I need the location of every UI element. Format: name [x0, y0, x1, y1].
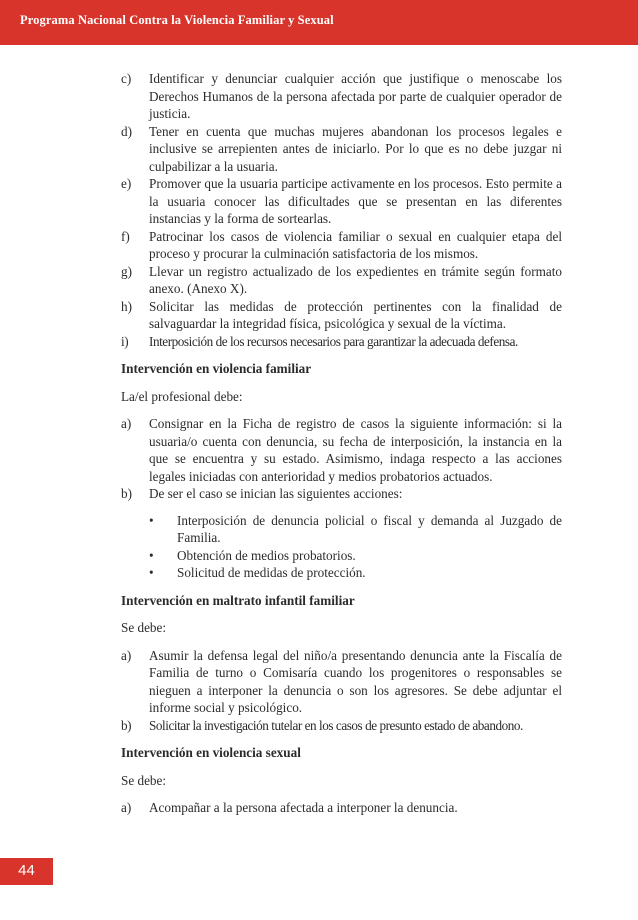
list-continued [121, 70, 562, 350]
item-marker: a) [121, 416, 132, 431]
list-item [121, 333, 562, 351]
bullet-item [121, 564, 562, 582]
bullet-item [121, 547, 562, 565]
page-header-bar [0, 0, 638, 45]
list-item [121, 123, 562, 176]
section-intro: La/el profesional debe: [121, 388, 243, 404]
item-text: Asumir la defensa legal del niño/a presentando denuncia ante la Fiscalía de Familia de turno o Comisaría cuando los progenitores o responsables se nieguen a interponer la denuncia o son los agresores. Se debe adjuntar el informe social y psicológico. [149, 647, 562, 715]
item-marker: b) [121, 717, 132, 733]
item-marker: d) [121, 123, 132, 139]
section-heading: Intervención en maltrato infantil familiar [121, 592, 355, 608]
item-text: Promover que la usuaria participe activamente en los procesos. Esto permite a la usuaria conocer las dificultades que se presentan en las diferentes instancias y la forma de sortearlas. [149, 176, 562, 226]
list-item [121, 415, 562, 485]
item-marker: a) [121, 800, 132, 815]
bullet-text: Solicitud de medidas de protección. [177, 565, 366, 580]
item-text: Identificar y denunciar cualquier acción que justifique o menoscabe los Derechos Humanos de la persona afectada por parte de cualquier operador de justicia. [149, 71, 562, 121]
bullet-marker: • [149, 565, 154, 580]
item-marker: f) [121, 228, 130, 244]
item-text: Llevar un registro actualizado de los expedientes en trámite según formato anexo. (Anexo X). [149, 263, 562, 296]
item-marker: b) [121, 486, 132, 501]
section-intro: Se debe: [121, 620, 167, 635]
page-number-box [0, 858, 53, 885]
section-heading: Intervención en violencia sexual [121, 745, 301, 760]
item-text: Patrocinar los casos de violencia familiar o sexual en cualquier etapa del proceso y procurar la culminación satisfactoria de los mismos. [149, 228, 562, 261]
list-item [121, 263, 562, 298]
item-text: Interposición de los recursos necesarios para garantizar la adecuada defensa. [149, 333, 518, 349]
list-item [121, 228, 562, 263]
item-text: Solicitar las medidas de protección pertinentes con la finalidad de salvaguardar la integridad física, psicológica y sexual de la víctima. [149, 298, 562, 331]
list-item [121, 485, 562, 503]
section-list [121, 647, 562, 735]
list-item [121, 799, 562, 817]
item-marker: a) [121, 647, 132, 663]
bullet-item [121, 512, 562, 547]
page-content [121, 70, 562, 817]
section-list [121, 799, 562, 817]
item-text: Consignar en la Ficha de registro de casos la siguiente información: si la usuaria/o cuenta con denuncia, su fecha de interposición, la instancia en la que se encuentra y su estado. Asimismo, indaga respecto a las acciones legales iniciadas con anterioridad y medios probatorios actuados. [149, 416, 562, 484]
item-text: Tener en cuenta que muchas mujeres abandonan los procesos legales e inclusive se arrepienten antes de iniciarlo. Por lo que es no debe juzgar ni culpabilizar a la usuaria. [149, 123, 562, 174]
bullet-marker: • [149, 512, 154, 528]
bullet-marker: • [149, 547, 154, 563]
item-marker: e) [121, 176, 132, 191]
section-heading: Intervención en violencia familiar [121, 361, 312, 376]
list-item [121, 717, 562, 735]
item-text: Solicitar la investigación tutelar en los casos de presunto estado de abandono. [149, 717, 523, 733]
list-item [121, 298, 562, 333]
bullet-text: Interposición de denuncia policial o fiscal y demanda al Juzgado de Familia. [177, 512, 562, 545]
header-title: Programa Nacional Contra la Violencia Familiar y Sexual [20, 13, 334, 27]
section-list [121, 415, 562, 582]
list-item [121, 647, 562, 717]
item-marker: i) [121, 333, 129, 349]
list-item [121, 175, 562, 228]
section-intro: Se debe: [121, 772, 167, 788]
item-marker: h) [121, 298, 132, 314]
bullet-text: Obtención de medios probatorios. [177, 547, 356, 563]
item-text: De ser el caso se inician las siguientes acciones: [149, 486, 403, 501]
item-marker: c) [121, 71, 132, 86]
item-text: Acompañar a la persona afectada a interponer la denuncia. [149, 800, 458, 815]
item-marker: g) [121, 263, 132, 279]
page-number: 44 [18, 862, 35, 879]
list-item [121, 70, 562, 123]
